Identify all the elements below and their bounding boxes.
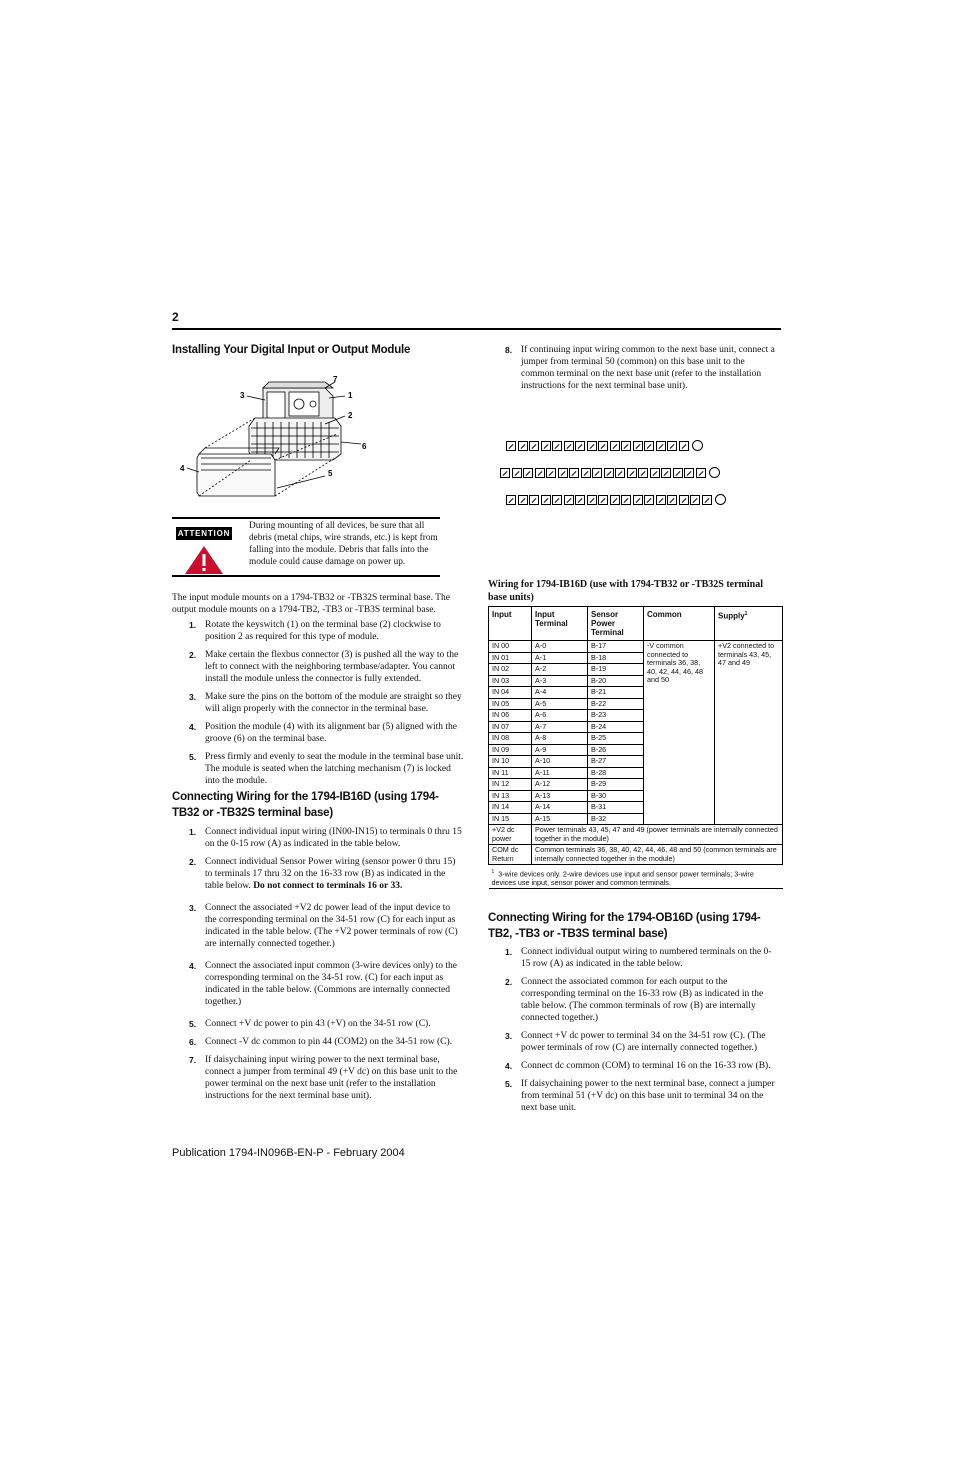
terminal-screw-icon (587, 495, 597, 505)
cell-sensor-terminal: B-32 (588, 813, 644, 825)
cell-input: IN 05 (489, 698, 532, 710)
power-row-label: +V2 dc power (489, 825, 532, 845)
install-step: 1. Rotate the keyswitch (1) on the terminal base (2) clockwise to position 2 as required for this type of module. (189, 620, 441, 642)
cell-input-terminal: A-5 (532, 698, 588, 710)
cell-sensor-terminal: B-29 (588, 779, 644, 791)
cell-sensor-terminal: B-24 (588, 721, 644, 733)
cell-sensor-terminal: B-31 (588, 802, 644, 814)
wiring-step: 3. Connect the associated +V2 dc power lead of the input device to the corresponding terminal on the 34-51 row (C) for each input as indicated in the table below. (The +V2 power terminals of row (C) are internally connected together.) (189, 903, 458, 949)
power-row-text: Power terminals 43, 45, 47 and 49 (power terminals are internally connected together in the module) (532, 825, 783, 845)
col-input-terminal: Input Terminal (532, 607, 588, 641)
terminal-screw-icon (558, 468, 568, 478)
cell-sensor-terminal: B-22 (588, 698, 644, 710)
terminal-screw-icon (667, 495, 677, 505)
terminal-screw-icon (638, 468, 648, 478)
output-step: 4. Connect dc common (COM) to terminal 16 on the 16-33 row (B). (505, 1061, 771, 1071)
attention-bottom-rule (172, 575, 440, 577)
cell-sensor-terminal: B-30 (588, 790, 644, 802)
mounting-hole-icon (715, 494, 726, 505)
cell-sensor-terminal: B-25 (588, 733, 644, 745)
cell-input: IN 10 (489, 756, 532, 768)
output-step: 3. Connect +V dc power to terminal 34 on the 34-51 row (C). (The power terminals of row (C) are internally connected together.) (505, 1031, 766, 1053)
attention-box (172, 517, 440, 579)
col-input: Input (489, 607, 532, 641)
terminal-screw-icon (575, 441, 585, 451)
output-steps (488, 946, 780, 1120)
wiring-step: 7. If daisychaining input wiring power to the next terminal base, connect a jumper from terminal 49 (+V dc) on this base unit to the power terminal on the next base unit (refer to the installation instructions for the next terminal base unit). (189, 1055, 458, 1101)
cell-input: IN 14 (489, 802, 532, 814)
terminal-screw-icon (644, 495, 654, 505)
terminal-screw-icon (679, 441, 689, 451)
cell-input-terminal: A-3 (532, 675, 588, 687)
wiring-step: 5. Connect +V dc power to pin 43 (+V) on the 34-51 row (C). (189, 1019, 431, 1029)
wiring-warning: Do not connect to terminals 16 or 33. (253, 881, 403, 891)
terminal-screw-icon (506, 495, 516, 505)
terminal-screw-icon (506, 441, 516, 451)
install-step: 5. Press firmly and evenly to seat the module in the terminal base unit. The module is seated when the latching mechanism (7) is locked into the module. (189, 752, 464, 786)
terminal-screw-icon (604, 468, 614, 478)
cell-sensor-terminal: B-17 (588, 641, 644, 653)
install-steps (172, 619, 464, 793)
cell-sensor-terminal: B-21 (588, 687, 644, 699)
com-row-text: Common terminals 36, 38, 40, 42, 44, 46, 48 and 50 (common terminals are internally connected together in the module) (532, 845, 783, 865)
output-step: 1. Connect individual output wiring to numbered terminals on the 0-15 row (A) as indicated in the table below. (505, 947, 772, 969)
terminal-screw-icon (552, 495, 562, 505)
cell-input: IN 04 (489, 687, 532, 699)
wiring-step: 4. Connect the associated input common (3-wire devices only) to the corresponding terminal on the 34-51 row. (C) for each input as indicated in the table below. (Commons are internally connected together.) (189, 961, 457, 1007)
terminal-screw-icon (615, 468, 625, 478)
terminal-screw-icon (667, 441, 677, 451)
footnote-mark: 1 (491, 869, 495, 875)
col-sensor-power: Sensor Power Terminal (588, 607, 644, 641)
cell-input: IN 12 (489, 779, 532, 791)
wiring-steps (172, 826, 464, 1108)
cell-supply: +V2 connected to terminals 43, 45, 47 and 49 (715, 641, 783, 825)
cell-input: IN 01 (489, 652, 532, 664)
terminal-screw-icon (621, 495, 631, 505)
cell-input-terminal: A-11 (532, 767, 588, 779)
cell-sensor-terminal: B-18 (588, 652, 644, 664)
terminal-strip-row-c (506, 494, 726, 505)
terminal-screw-icon (673, 468, 683, 478)
terminal-screw-icon (546, 468, 556, 478)
cell-sensor-terminal: B-27 (588, 756, 644, 768)
terminal-screw-icon (633, 441, 643, 451)
cell-input: IN 00 (489, 641, 532, 653)
attention-text: During mounting of all devices, be sure that all debris (metal chips, wire strands, etc.) is kept from falling into the module. Debris that falls into the module could cause damage on power up. (249, 521, 438, 567)
terminal-screw-icon (512, 468, 522, 478)
callout-3: 3 (240, 391, 245, 400)
terminal-screw-icon (598, 441, 608, 451)
table-caption: Wiring for 1794-IB16D (use with 1794-TB32 or -TB32S terminal base units) (488, 579, 764, 603)
cell-input-terminal: A-8 (532, 733, 588, 745)
install-step: 3. Make sure the pins on the bottom of the module are straight so they will align properly with the connector in the terminal base. (189, 692, 462, 714)
cell-input: IN 06 (489, 710, 532, 722)
cell-input: IN 15 (489, 813, 532, 825)
wiring-step: 1. Connect individual input wiring (IN00-IN15) to terminals 0 thru 15 on the 0-15 row (A) as indicated in the table below. (189, 827, 462, 849)
callout-1: 1 (348, 391, 353, 400)
terminal-screw-icon (500, 468, 510, 478)
attention-badge: ATTENTION (177, 529, 231, 538)
col-supply: Supply$^1$ (715, 607, 783, 641)
callout-4: 4 (180, 464, 185, 473)
terminal-screw-icon (581, 468, 591, 478)
cell-input-terminal: A-15 (532, 813, 588, 825)
terminal-screw-icon (564, 441, 574, 451)
module-installation-figure (175, 374, 375, 504)
terminal-screw-icon (633, 495, 643, 505)
terminal-strip-row-b (500, 467, 720, 478)
terminal-screw-icon (656, 441, 666, 451)
terminal-screw-icon (541, 495, 551, 505)
cell-common: -V common connected to terminals 36, 38, 40, 42, 44, 46, 48 and 50 (644, 641, 715, 825)
terminal-screw-icon (598, 495, 608, 505)
terminal-screw-icon (529, 495, 539, 505)
terminal-screw-icon (587, 441, 597, 451)
wiring-step: 8. If continuing input wiring common to the next base unit, connect a jumper from terminal 50 (common) on this base unit to the common terminal on the next base unit (refer to the installation instructions for the next terminal base unit). (505, 345, 775, 391)
cell-sensor-terminal: B-20 (588, 675, 644, 687)
terminal-screw-icon (684, 468, 694, 478)
terminal-screw-icon (552, 441, 562, 451)
attention-top-rule (172, 517, 440, 519)
terminal-screw-icon (610, 495, 620, 505)
terminal-screw-icon (627, 468, 637, 478)
cell-input-terminal: A-12 (532, 779, 588, 791)
table-row (489, 641, 783, 653)
terminal-screw-icon (650, 468, 660, 478)
cell-input-terminal: A-7 (532, 721, 588, 733)
terminal-screw-icon (610, 441, 620, 451)
terminal-screw-icon (592, 468, 602, 478)
cell-sensor-terminal: B-19 (588, 664, 644, 676)
callout-5: 5 (328, 469, 333, 478)
page-number: 2 (172, 310, 179, 324)
mounting-hole-icon (692, 440, 703, 451)
terminal-screw-icon (523, 468, 533, 478)
terminal-screw-icon (564, 495, 574, 505)
publication-footer: Publication 1794-IN096B-EN-P - February 2004 (172, 1147, 405, 1159)
terminal-screw-icon (575, 495, 585, 505)
cell-input: IN 13 (489, 790, 532, 802)
mounting-hole-icon (709, 467, 720, 478)
cell-input: IN 03 (489, 675, 532, 687)
section-title-ib16d-wiring: Connecting Wiring for the 1794-IB16D (using 1794-TB32 or -TB32S terminal base) (172, 791, 439, 819)
terminal-strip-row-a (506, 440, 703, 451)
cell-input: IN 07 (489, 721, 532, 733)
cell-input-terminal: A-14 (532, 802, 588, 814)
power-row (489, 825, 783, 845)
install-step: 2. Make certain the flexbus connector (3) is pushed all the way to the left to connect with the neighboring termbase/adapter. You cannot install the module unless the connector is fully extended. (189, 650, 459, 684)
wiring-table (488, 606, 783, 889)
cell-sensor-terminal: B-26 (588, 744, 644, 756)
wiring-step: 2. Connect individual Sensor Power wiring (sensor power 0 thru 15) to terminals 17 thru 32 on the 16-33 row (B) as indicated in the table below. Do not connect to terminals 16 or 33. (189, 857, 456, 891)
terminal-screw-icon (518, 495, 528, 505)
cell-input-terminal: A-13 (532, 790, 588, 802)
section-title-ob16d-wiring: Connecting Wiring for the 1794-OB16D (using 1794-TB2, -TB3 or -TB3S terminal base) (488, 912, 761, 940)
terminal-screw-icon (569, 468, 579, 478)
output-step: 5. If daisychaining power to the next terminal base, connect a jumper from terminal 51 (+V dc) on this base unit to terminal 34 on the next base unit. (505, 1079, 775, 1113)
section-title-install: Installing Your Digital Input or Output Module (172, 344, 411, 356)
table-header-row (489, 607, 783, 641)
callout-7: 7 (333, 375, 338, 384)
com-row-label: COM dc Return (489, 845, 532, 865)
wiring-step: 6. Connect -V dc common to pin 44 (COM2) on the 34-51 row (C). (189, 1037, 453, 1047)
terminal-screw-icon (696, 468, 706, 478)
cell-input: IN 11 (489, 767, 532, 779)
warning-triangle-icon (184, 545, 224, 575)
intro-paragraph: The input module mounts on a 1794-TB32 or -TB32S terminal base. The output module mounts on a 1794-TB2, -TB3 or -TB3S terminal base. (172, 593, 450, 615)
cell-sensor-terminal: B-23 (588, 710, 644, 722)
wiring-step-8 (488, 344, 780, 398)
cell-input-terminal: A-1 (532, 652, 588, 664)
terminal-screw-icon (690, 495, 700, 505)
cell-input-terminal: A-0 (532, 641, 588, 653)
com-row (489, 845, 783, 865)
cell-input-terminal: A-9 (532, 744, 588, 756)
cell-input-terminal: A-6 (532, 710, 588, 722)
install-step: 4. Position the module (4) with its alignment bar (5) aligned with the groove (6) on the terminal base. (189, 722, 457, 744)
terminal-screw-icon (529, 441, 539, 451)
cell-input: IN 08 (489, 733, 532, 745)
cell-input: IN 02 (489, 664, 532, 676)
terminal-screw-icon (702, 495, 712, 505)
output-step: 2. Connect the associated common for each output to the corresponding terminal on the 16-33 row (B) as indicated in the table below. (The common terminals of row (B) are internally connected together.) (505, 977, 764, 1023)
col-common: Common (644, 607, 715, 641)
terminal-screw-icon (644, 441, 654, 451)
callout-6: 6 (362, 442, 367, 451)
header-rule (172, 328, 781, 330)
cell-input-terminal: A-10 (532, 756, 588, 768)
terminal-screw-icon (679, 495, 689, 505)
table-footnote: $^1$ 3-wire devices only. 2-wire devices use input and sensor power terminals; 3-wire devices use input, sensor power and common terminals. (489, 865, 783, 889)
callout-2: 2 (348, 411, 353, 420)
footnote-row (489, 865, 783, 889)
terminal-screw-icon (656, 495, 666, 505)
cell-input-terminal: A-2 (532, 664, 588, 676)
terminal-screw-icon (661, 468, 671, 478)
terminal-screw-icon (621, 441, 631, 451)
cell-sensor-terminal: B-28 (588, 767, 644, 779)
cell-input-terminal: A-4 (532, 687, 588, 699)
terminal-screw-icon (518, 441, 528, 451)
terminal-screw-icon (535, 468, 545, 478)
cell-input: IN 09 (489, 744, 532, 756)
terminal-screw-icon (541, 441, 551, 451)
